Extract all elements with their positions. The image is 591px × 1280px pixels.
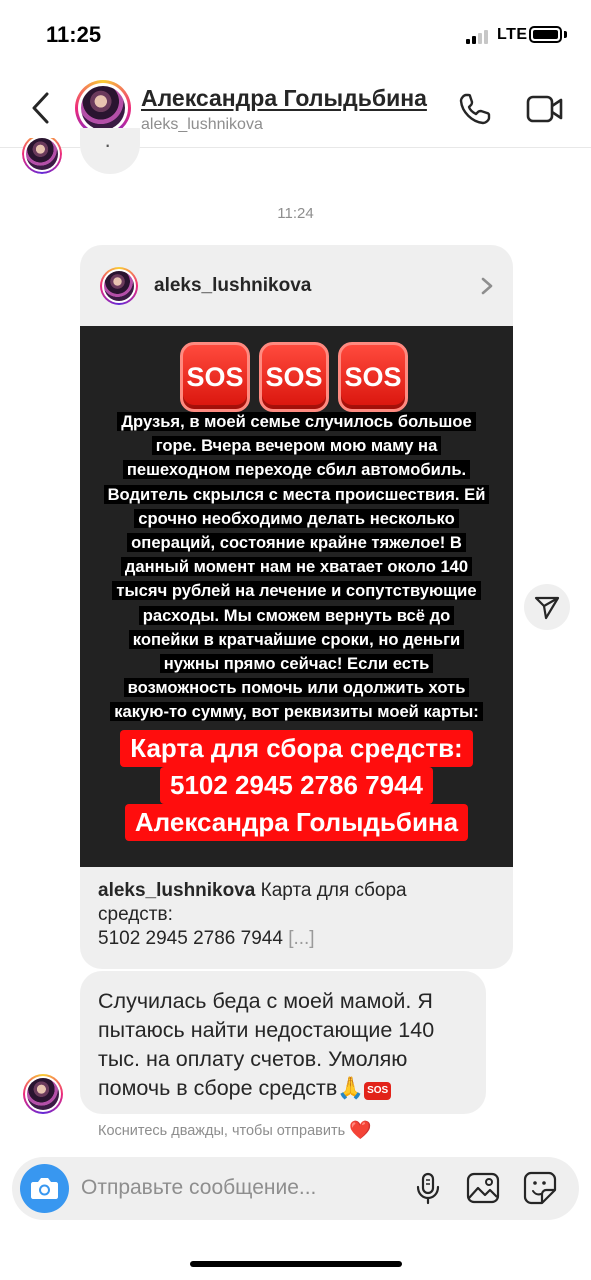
card-holder-name: Александра Голыдьбина [125,804,468,841]
story-text-line: данный момент нам не хватает около 140 [121,557,472,576]
story-text-line: расходы. Мы сможем вернуть всё до [139,606,455,625]
caption-username: aleks_lushnikova [98,880,256,901]
story-text-line: пешеходном переходе сбил автомобиль. [123,460,470,479]
video-camera-icon[interactable] [526,94,564,124]
back-chevron-icon[interactable] [28,90,54,126]
post-author-username[interactable]: aleks_lushnikova [154,275,312,296]
story-text-line: копейки в кратчайшие сроки, но деньги [129,630,464,649]
battery-icon [529,26,562,43]
shared-post-header[interactable] [80,245,513,326]
paper-plane-icon [524,584,570,630]
home-indicator [190,1261,402,1267]
sos-emoji-icon: SOS [338,342,408,412]
sos-emoji-icon: SOS [259,342,329,412]
shared-post-card[interactable] [80,245,513,969]
story-text [82,410,511,725]
post-caption[interactable] [98,879,498,951]
chevron-right-icon[interactable] [480,276,494,296]
message-composer[interactable] [12,1157,579,1220]
camera-button[interactable] [20,1164,69,1213]
caption-text: 5102 2945 2786 7944 [98,928,289,949]
hint-text: Коснитесь дважды, чтобы отправить [98,1123,346,1139]
card-details-block [80,730,513,841]
cellular-signal-icon [466,30,488,44]
pray-emoji: 🙏 [337,1076,365,1100]
sos-emoji-icon: SOS [180,342,250,412]
message-input[interactable]: Отправьте сообщение... [81,1176,317,1199]
sticker-icon[interactable] [522,1170,558,1206]
shared-story-image[interactable] [80,326,513,867]
previous-message-bubble[interactable]: · [80,128,140,174]
network-type: LTE [497,26,528,43]
caption-text: Карта для сбора [255,880,407,901]
status-time: 11:25 [46,22,102,47]
double-tap-hint [98,1120,372,1141]
post-author-avatar[interactable] [100,267,138,305]
share-button[interactable] [524,584,570,630]
battery-cap [564,31,567,38]
story-text-line: Водитель скрылся с места происшествия. Ей [104,485,490,504]
gallery-icon[interactable] [465,1170,501,1206]
message-bubble[interactable] [80,971,486,1114]
microphone-icon[interactable] [410,1170,446,1206]
story-text-line: нужны прямо сейчас! Если есть [160,654,434,673]
contact-name[interactable]: Александра Голыдьбина [141,85,427,111]
sos-badges [180,342,408,412]
card-number: 5102 2945 2786 7944 [160,767,433,804]
message-text: Случилась беда с моей мамой. Я пытаюсь найти недостающие 140 тыс. на оплату счетов. Умоляю помочь в сборе средств [98,989,435,1100]
previous-message-avatar [22,138,62,174]
status-bar [0,0,591,70]
story-text-line: Друзья, в моей семье случилось большое [117,412,476,431]
story-text-line: какую-то сумму, вот реквизиты моей карты: [110,702,483,721]
camera-icon [20,1164,69,1213]
story-text-line: возможность помочь или одолжить хоть [124,678,470,697]
card-title: Карта для сбора средств: [120,730,472,767]
story-text-line: горе. Вчера вечером мою маму на [152,436,442,455]
caption-more-link[interactable]: [...] [288,928,315,949]
contact-username[interactable]: aleks_lushnikova [141,116,263,133]
sender-avatar[interactable] [23,1074,63,1114]
story-text-line: тысяч рублей на лечение и сопутствующие [112,581,480,600]
phone-icon[interactable] [458,92,492,126]
caption-text: средств: [98,904,173,925]
story-text-line: срочно необходимо делать несколько [134,509,459,528]
heart-emoji: ❤️ [349,1120,372,1140]
story-text-line: операций, состояние крайне тяжелое! В [127,533,466,552]
message-timestamp: 11:24 [277,205,314,222]
sos-emoji-icon: SOS [364,1082,391,1100]
